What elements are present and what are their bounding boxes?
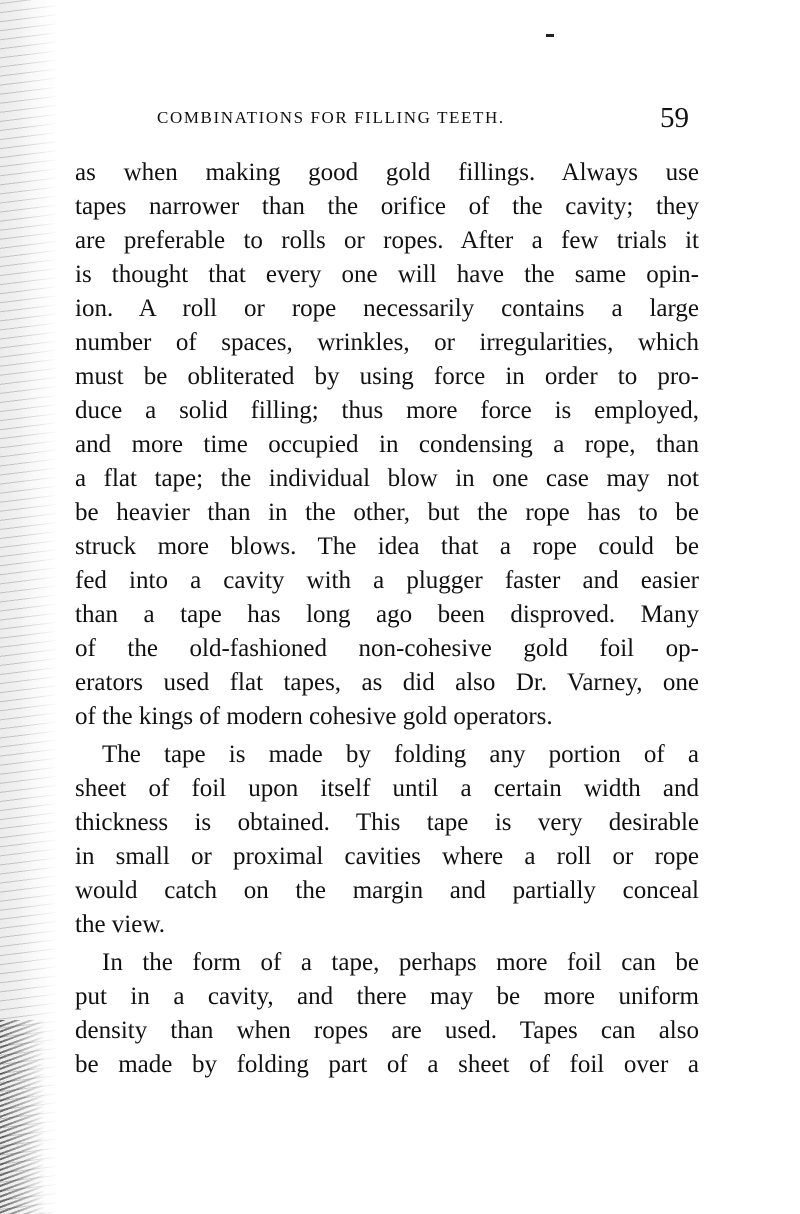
text-line: be heavier than in the other, but the rope has to be <box>75 499 699 526</box>
text-line: be made by folding part of a sheet of foil over a <box>75 1051 699 1078</box>
text-line: struck more blows. The idea that a rope could be <box>75 533 699 560</box>
text-line: and more time occupied in condensing a rope, than <box>75 431 699 458</box>
running-header: COMBINATIONS FOR FILLING TEETH. <box>157 108 505 127</box>
text-line: must be obliterated by using force in order to pro- <box>75 363 699 390</box>
text-line: is thought that every one will have the same opin- <box>75 261 699 288</box>
text-line: number of spaces, wrinkles, or irregularities, which <box>75 329 699 356</box>
text-line: thickness is obtained. This tape is very desirable <box>75 809 699 836</box>
text-line: would catch on the margin and partially conceal <box>75 877 699 904</box>
paragraph <box>75 738 699 942</box>
text-line: of the old-fashioned non-cohesive gold foil op- <box>75 635 699 662</box>
text-line: the view. <box>75 911 166 938</box>
scan-mark <box>546 34 554 37</box>
text-line: as when making good gold fillings. Always use <box>75 159 699 186</box>
text-line: duce a solid filling; thus more force is employed, <box>75 397 699 424</box>
text-line: of the kings of modern cohesive gold operators. <box>75 703 553 730</box>
text-line: density than when ropes are used. Tapes can also <box>75 1017 699 1044</box>
text-line: in small or proximal cavities where a roll or rope <box>75 843 699 870</box>
text-line: ion. A roll or rope necessarily contains a large <box>75 295 699 322</box>
text-line: fed into a cavity with a plugger faster and easier <box>75 567 699 594</box>
text-line: erators used flat tapes, as did also Dr. Varney, one <box>75 669 699 696</box>
text-line: put in a cavity, and there may be more uniform <box>75 983 699 1010</box>
text-line: are preferable to rolls or ropes. After a few trials it <box>75 227 699 254</box>
text-line: sheet of foil upon itself until a certain width and <box>75 775 699 802</box>
paragraph <box>75 946 699 1082</box>
scan-edge-shadow-lower <box>0 1020 45 1214</box>
text-line: In the form of a tape, perhaps more foil can be <box>102 949 699 976</box>
page-number: 59 <box>660 102 689 134</box>
text-line: tapes narrower than the orifice of the cavity; they <box>75 193 699 220</box>
text-line: a flat tape; the individual blow in one case may not <box>75 465 699 492</box>
text-line: than a tape has long ago been disproved. Many <box>75 601 699 628</box>
text-line: The tape is made by folding any portion of a <box>102 741 699 768</box>
paragraph <box>75 156 699 734</box>
page-body <box>75 156 699 1086</box>
